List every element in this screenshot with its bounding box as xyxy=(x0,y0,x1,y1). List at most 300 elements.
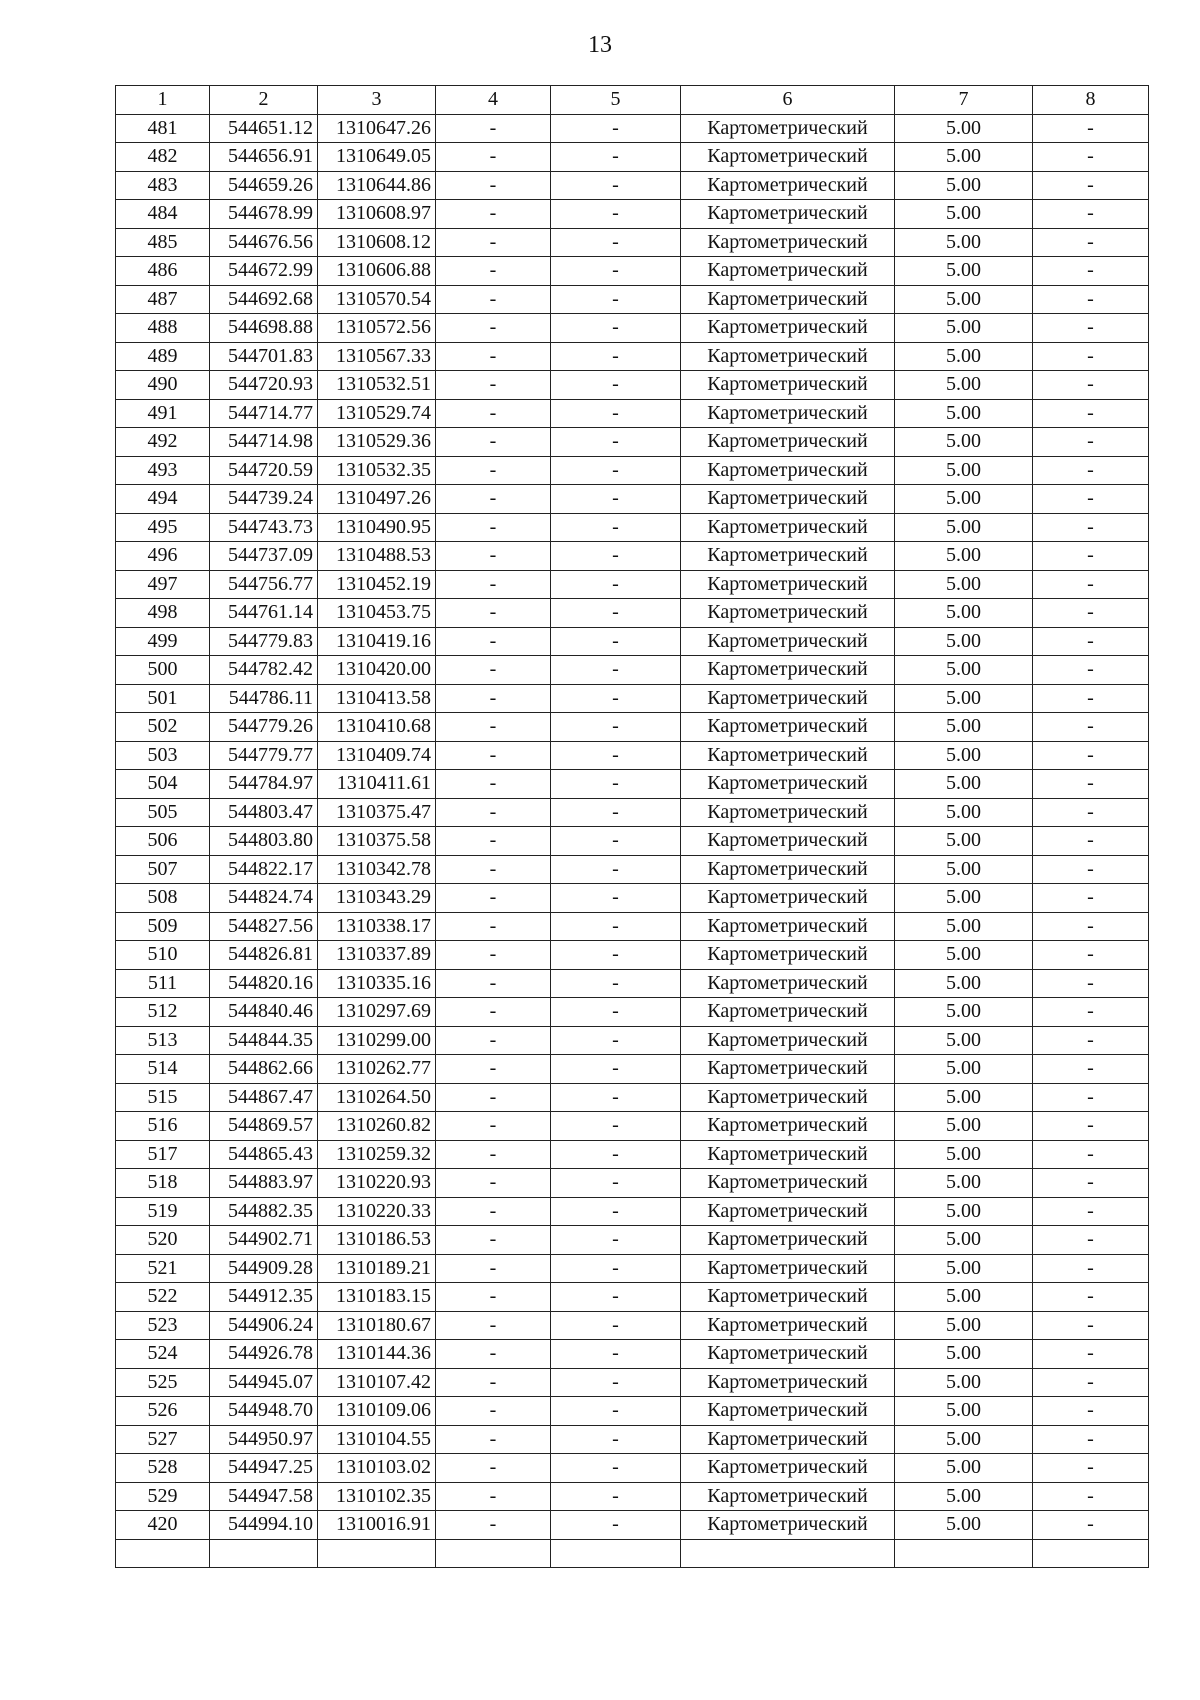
cell-y: 1310299.00 xyxy=(318,1026,436,1055)
cell-method: Картометрический xyxy=(681,884,895,913)
cell-col4: - xyxy=(436,542,551,571)
table-row xyxy=(116,1055,1149,1084)
cell-empty xyxy=(551,1539,681,1568)
table-row xyxy=(116,684,1149,713)
cell-col5: - xyxy=(551,1511,681,1540)
cell-y: 1310262.77 xyxy=(318,1055,436,1084)
cell-col8: - xyxy=(1033,1425,1149,1454)
cell-col8: - xyxy=(1033,912,1149,941)
cell-col8: - xyxy=(1033,1026,1149,1055)
cell-method: Картометрический xyxy=(681,1055,895,1084)
table-row xyxy=(116,114,1149,143)
cell-col5: - xyxy=(551,912,681,941)
cell-col8: - xyxy=(1033,1482,1149,1511)
table-row xyxy=(116,257,1149,286)
cell-col5: - xyxy=(551,342,681,371)
cell-col4: - xyxy=(436,257,551,286)
cell-col4: - xyxy=(436,855,551,884)
cell-point-number: 488 xyxy=(116,314,210,343)
cell-col4: - xyxy=(436,599,551,628)
cell-col5: - xyxy=(551,1368,681,1397)
cell-method: Картометрический xyxy=(681,627,895,656)
cell-x: 544737.09 xyxy=(210,542,318,571)
cell-point-number: 504 xyxy=(116,770,210,799)
cell-col4: - xyxy=(436,1197,551,1226)
cell-x: 544803.47 xyxy=(210,798,318,827)
cell-y: 1310259.32 xyxy=(318,1140,436,1169)
cell-point-number: 508 xyxy=(116,884,210,913)
cell-accuracy: 5.00 xyxy=(895,285,1033,314)
cell-col5: - xyxy=(551,1482,681,1511)
cell-col8: - xyxy=(1033,428,1149,457)
cell-point-number: 519 xyxy=(116,1197,210,1226)
cell-method: Картометрический xyxy=(681,1397,895,1426)
table-row-empty xyxy=(116,1539,1149,1568)
cell-col4: - xyxy=(436,1397,551,1426)
cell-point-number: 484 xyxy=(116,200,210,229)
cell-x: 544948.70 xyxy=(210,1397,318,1426)
cell-accuracy: 5.00 xyxy=(895,485,1033,514)
cell-accuracy: 5.00 xyxy=(895,1112,1033,1141)
table-row xyxy=(116,200,1149,229)
cell-method: Картометрический xyxy=(681,1482,895,1511)
cell-x: 544950.97 xyxy=(210,1425,318,1454)
table-row xyxy=(116,314,1149,343)
cell-y: 1310104.55 xyxy=(318,1425,436,1454)
cell-col4: - xyxy=(436,1055,551,1084)
cell-method: Картометрический xyxy=(681,285,895,314)
cell-col5: - xyxy=(551,114,681,143)
cell-point-number: 503 xyxy=(116,741,210,770)
cell-col4: - xyxy=(436,1340,551,1369)
cell-method: Картометрический xyxy=(681,228,895,257)
cell-col4: - xyxy=(436,912,551,941)
cell-empty xyxy=(116,1539,210,1568)
cell-point-number: 489 xyxy=(116,342,210,371)
cell-col8: - xyxy=(1033,399,1149,428)
cell-method: Картометрический xyxy=(681,1112,895,1141)
cell-accuracy: 5.00 xyxy=(895,1368,1033,1397)
cell-method: Картометрический xyxy=(681,513,895,542)
cell-point-number: 511 xyxy=(116,969,210,998)
cell-point-number: 526 xyxy=(116,1397,210,1426)
cell-y: 1310220.93 xyxy=(318,1169,436,1198)
cell-accuracy: 5.00 xyxy=(895,342,1033,371)
cell-col8: - xyxy=(1033,285,1149,314)
table-row xyxy=(116,485,1149,514)
cell-col8: - xyxy=(1033,627,1149,656)
cell-accuracy: 5.00 xyxy=(895,314,1033,343)
cell-point-number: 521 xyxy=(116,1254,210,1283)
table-row xyxy=(116,912,1149,941)
cell-accuracy: 5.00 xyxy=(895,513,1033,542)
table-row xyxy=(116,1311,1149,1340)
cell-col5: - xyxy=(551,1083,681,1112)
cell-col8: - xyxy=(1033,969,1149,998)
cell-x: 544739.24 xyxy=(210,485,318,514)
cell-col4: - xyxy=(436,1226,551,1255)
table-row xyxy=(116,770,1149,799)
table-row xyxy=(116,855,1149,884)
cell-y: 1310107.42 xyxy=(318,1368,436,1397)
cell-col8: - xyxy=(1033,171,1149,200)
column-header: 1 xyxy=(116,86,210,115)
cell-accuracy: 5.00 xyxy=(895,855,1033,884)
cell-point-number: 518 xyxy=(116,1169,210,1198)
cell-col8: - xyxy=(1033,1197,1149,1226)
cell-col8: - xyxy=(1033,941,1149,970)
table-row xyxy=(116,428,1149,457)
cell-y: 1310220.33 xyxy=(318,1197,436,1226)
cell-point-number: 490 xyxy=(116,371,210,400)
cell-col8: - xyxy=(1033,1254,1149,1283)
cell-x: 544824.74 xyxy=(210,884,318,913)
cell-col8: - xyxy=(1033,1368,1149,1397)
column-header: 2 xyxy=(210,86,318,115)
cell-accuracy: 5.00 xyxy=(895,1026,1033,1055)
cell-col4: - xyxy=(436,228,551,257)
cell-point-number: 483 xyxy=(116,171,210,200)
cell-col4: - xyxy=(436,428,551,457)
cell-x: 544909.28 xyxy=(210,1254,318,1283)
cell-method: Картометрический xyxy=(681,684,895,713)
cell-empty xyxy=(318,1539,436,1568)
cell-empty xyxy=(681,1539,895,1568)
cell-accuracy: 5.00 xyxy=(895,371,1033,400)
table-row xyxy=(116,656,1149,685)
cell-col8: - xyxy=(1033,1226,1149,1255)
table-row xyxy=(116,969,1149,998)
cell-method: Картометрический xyxy=(681,998,895,1027)
cell-empty xyxy=(436,1539,551,1568)
cell-method: Картометрический xyxy=(681,1226,895,1255)
cell-col4: - xyxy=(436,1425,551,1454)
cell-method: Картометрический xyxy=(681,741,895,770)
table-row xyxy=(116,1254,1149,1283)
cell-method: Картометрический xyxy=(681,855,895,884)
cell-x: 544906.24 xyxy=(210,1311,318,1340)
cell-point-number: 486 xyxy=(116,257,210,286)
cell-col5: - xyxy=(551,684,681,713)
cell-empty xyxy=(895,1539,1033,1568)
cell-x: 544720.93 xyxy=(210,371,318,400)
cell-y: 1310420.00 xyxy=(318,656,436,685)
cell-col5: - xyxy=(551,656,681,685)
cell-point-number: 492 xyxy=(116,428,210,457)
table-row xyxy=(116,342,1149,371)
cell-point-number: 509 xyxy=(116,912,210,941)
cell-y: 1310488.53 xyxy=(318,542,436,571)
cell-col4: - xyxy=(436,143,551,172)
cell-x: 544926.78 xyxy=(210,1340,318,1369)
cell-x: 544865.43 xyxy=(210,1140,318,1169)
cell-accuracy: 5.00 xyxy=(895,998,1033,1027)
cell-x: 544869.57 xyxy=(210,1112,318,1141)
table-row xyxy=(116,713,1149,742)
cell-col8: - xyxy=(1033,599,1149,628)
cell-accuracy: 5.00 xyxy=(895,1482,1033,1511)
cell-col5: - xyxy=(551,941,681,970)
cell-accuracy: 5.00 xyxy=(895,1283,1033,1312)
cell-accuracy: 5.00 xyxy=(895,200,1033,229)
cell-y: 1310337.89 xyxy=(318,941,436,970)
cell-y: 1310016.91 xyxy=(318,1511,436,1540)
cell-col5: - xyxy=(551,1197,681,1226)
cell-y: 1310570.54 xyxy=(318,285,436,314)
cell-accuracy: 5.00 xyxy=(895,1254,1033,1283)
cell-y: 1310342.78 xyxy=(318,855,436,884)
cell-method: Картометрический xyxy=(681,827,895,856)
cell-col4: - xyxy=(436,684,551,713)
table-row xyxy=(116,1368,1149,1397)
cell-col8: - xyxy=(1033,1140,1149,1169)
cell-accuracy: 5.00 xyxy=(895,1397,1033,1426)
cell-accuracy: 5.00 xyxy=(895,656,1033,685)
cell-col5: - xyxy=(551,1169,681,1198)
cell-col5: - xyxy=(551,1397,681,1426)
cell-point-number: 502 xyxy=(116,713,210,742)
cell-accuracy: 5.00 xyxy=(895,1511,1033,1540)
cell-col4: - xyxy=(436,941,551,970)
cell-point-number: 499 xyxy=(116,627,210,656)
table-row xyxy=(116,1340,1149,1369)
table-row xyxy=(116,941,1149,970)
cell-point-number: 420 xyxy=(116,1511,210,1540)
cell-col8: - xyxy=(1033,570,1149,599)
cell-accuracy: 5.00 xyxy=(895,770,1033,799)
column-header: 6 xyxy=(681,86,895,115)
cell-y: 1310608.97 xyxy=(318,200,436,229)
table-row xyxy=(116,143,1149,172)
cell-method: Картометрический xyxy=(681,143,895,172)
cell-point-number: 507 xyxy=(116,855,210,884)
cell-y: 1310532.35 xyxy=(318,456,436,485)
cell-accuracy: 5.00 xyxy=(895,1425,1033,1454)
table-row xyxy=(116,998,1149,1027)
cell-x: 544720.59 xyxy=(210,456,318,485)
cell-col8: - xyxy=(1033,1340,1149,1369)
cell-y: 1310413.58 xyxy=(318,684,436,713)
cell-accuracy: 5.00 xyxy=(895,713,1033,742)
cell-x: 544947.58 xyxy=(210,1482,318,1511)
cell-point-number: 527 xyxy=(116,1425,210,1454)
cell-col4: - xyxy=(436,656,551,685)
cell-col5: - xyxy=(551,770,681,799)
cell-point-number: 482 xyxy=(116,143,210,172)
cell-accuracy: 5.00 xyxy=(895,1169,1033,1198)
cell-col5: - xyxy=(551,1226,681,1255)
cell-col8: - xyxy=(1033,485,1149,514)
cell-col8: - xyxy=(1033,656,1149,685)
cell-x: 544826.81 xyxy=(210,941,318,970)
cell-y: 1310649.05 xyxy=(318,143,436,172)
page-number: 13 xyxy=(588,32,612,58)
cell-accuracy: 5.00 xyxy=(895,257,1033,286)
cell-method: Картометрический xyxy=(681,1368,895,1397)
cell-accuracy: 5.00 xyxy=(895,1311,1033,1340)
cell-col5: - xyxy=(551,285,681,314)
cell-method: Картометрический xyxy=(681,428,895,457)
cell-accuracy: 5.00 xyxy=(895,1197,1033,1226)
cell-x: 544714.77 xyxy=(210,399,318,428)
cell-col4: - xyxy=(436,342,551,371)
cell-method: Картометрический xyxy=(681,1254,895,1283)
cell-y: 1310606.88 xyxy=(318,257,436,286)
cell-y: 1310375.58 xyxy=(318,827,436,856)
cell-point-number: 497 xyxy=(116,570,210,599)
cell-col8: - xyxy=(1033,200,1149,229)
cell-col8: - xyxy=(1033,314,1149,343)
cell-col5: - xyxy=(551,542,681,571)
cell-col4: - xyxy=(436,1454,551,1483)
cell-x: 544761.14 xyxy=(210,599,318,628)
cell-col5: - xyxy=(551,969,681,998)
cell-col8: - xyxy=(1033,143,1149,172)
cell-point-number: 513 xyxy=(116,1026,210,1055)
cell-col8: - xyxy=(1033,770,1149,799)
table-row xyxy=(116,1482,1149,1511)
cell-col5: - xyxy=(551,513,681,542)
cell-method: Картометрический xyxy=(681,713,895,742)
table-row xyxy=(116,456,1149,485)
table-row xyxy=(116,1425,1149,1454)
table-row xyxy=(116,599,1149,628)
cell-x: 544786.11 xyxy=(210,684,318,713)
cell-col4: - xyxy=(436,1254,551,1283)
cell-y: 1310419.16 xyxy=(318,627,436,656)
cell-col4: - xyxy=(436,1083,551,1112)
cell-col4: - xyxy=(436,741,551,770)
cell-accuracy: 5.00 xyxy=(895,1083,1033,1112)
cell-col4: - xyxy=(436,171,551,200)
cell-method: Картометрический xyxy=(681,485,895,514)
cell-col5: - xyxy=(551,143,681,172)
cell-col4: - xyxy=(436,798,551,827)
cell-col8: - xyxy=(1033,998,1149,1027)
cell-col8: - xyxy=(1033,1311,1149,1340)
cell-x: 544779.83 xyxy=(210,627,318,656)
cell-col5: - xyxy=(551,998,681,1027)
cell-accuracy: 5.00 xyxy=(895,171,1033,200)
cell-col5: - xyxy=(551,456,681,485)
table-row xyxy=(116,542,1149,571)
cell-method: Картометрический xyxy=(681,1083,895,1112)
cell-col8: - xyxy=(1033,827,1149,856)
cell-point-number: 524 xyxy=(116,1340,210,1369)
cell-point-number: 487 xyxy=(116,285,210,314)
cell-y: 1310529.74 xyxy=(318,399,436,428)
table-row xyxy=(116,627,1149,656)
table-row xyxy=(116,285,1149,314)
cell-point-number: 485 xyxy=(116,228,210,257)
cell-method: Картометрический xyxy=(681,656,895,685)
cell-point-number: 501 xyxy=(116,684,210,713)
cell-col5: - xyxy=(551,399,681,428)
cell-col5: - xyxy=(551,1454,681,1483)
table-row xyxy=(116,1197,1149,1226)
table-row xyxy=(116,1083,1149,1112)
cell-x: 544902.71 xyxy=(210,1226,318,1255)
table-row xyxy=(116,513,1149,542)
cell-col4: - xyxy=(436,1169,551,1198)
table-row xyxy=(116,1169,1149,1198)
cell-col8: - xyxy=(1033,798,1149,827)
cell-x: 544784.97 xyxy=(210,770,318,799)
cell-method: Картометрический xyxy=(681,570,895,599)
cell-x: 544882.35 xyxy=(210,1197,318,1226)
table-row xyxy=(116,1226,1149,1255)
column-header: 5 xyxy=(551,86,681,115)
cell-x: 544782.42 xyxy=(210,656,318,685)
cell-method: Картометрический xyxy=(681,969,895,998)
cell-col8: - xyxy=(1033,1169,1149,1198)
cell-col4: - xyxy=(436,1482,551,1511)
cell-empty xyxy=(210,1539,318,1568)
cell-method: Картометрический xyxy=(681,1511,895,1540)
cell-method: Картометрический xyxy=(681,257,895,286)
cell-col4: - xyxy=(436,1112,551,1141)
cell-col5: - xyxy=(551,1112,681,1141)
cell-col4: - xyxy=(436,969,551,998)
cell-point-number: 516 xyxy=(116,1112,210,1141)
cell-col8: - xyxy=(1033,1511,1149,1540)
cell-y: 1310189.21 xyxy=(318,1254,436,1283)
cell-col4: - xyxy=(436,713,551,742)
cell-col4: - xyxy=(436,114,551,143)
cell-x: 544678.99 xyxy=(210,200,318,229)
cell-col5: - xyxy=(551,428,681,457)
cell-method: Картометрический xyxy=(681,171,895,200)
cell-point-number: 515 xyxy=(116,1083,210,1112)
cell-x: 544656.91 xyxy=(210,143,318,172)
cell-col8: - xyxy=(1033,713,1149,742)
cell-method: Картометрический xyxy=(681,200,895,229)
cell-y: 1310644.86 xyxy=(318,171,436,200)
cell-x: 544659.26 xyxy=(210,171,318,200)
cell-col8: - xyxy=(1033,1055,1149,1084)
table-row xyxy=(116,741,1149,770)
table-row xyxy=(116,1112,1149,1141)
cell-x: 544692.68 xyxy=(210,285,318,314)
cell-point-number: 491 xyxy=(116,399,210,428)
cell-y: 1310453.75 xyxy=(318,599,436,628)
cell-col4: - xyxy=(436,998,551,1027)
cell-method: Картометрический xyxy=(681,342,895,371)
cell-point-number: 514 xyxy=(116,1055,210,1084)
cell-col5: - xyxy=(551,1283,681,1312)
cell-method: Картометрический xyxy=(681,114,895,143)
table-row xyxy=(116,570,1149,599)
cell-accuracy: 5.00 xyxy=(895,912,1033,941)
cell-point-number: 506 xyxy=(116,827,210,856)
cell-col5: - xyxy=(551,827,681,856)
cell-col8: - xyxy=(1033,855,1149,884)
table-row xyxy=(116,1283,1149,1312)
cell-accuracy: 5.00 xyxy=(895,798,1033,827)
cell-y: 1310452.19 xyxy=(318,570,436,599)
table-row xyxy=(116,1511,1149,1540)
cell-point-number: 500 xyxy=(116,656,210,685)
cell-point-number: 481 xyxy=(116,114,210,143)
cell-x: 544672.99 xyxy=(210,257,318,286)
cell-y: 1310567.33 xyxy=(318,342,436,371)
cell-method: Картометрический xyxy=(681,798,895,827)
cell-accuracy: 5.00 xyxy=(895,542,1033,571)
cell-x: 544779.26 xyxy=(210,713,318,742)
cell-y: 1310532.51 xyxy=(318,371,436,400)
cell-accuracy: 5.00 xyxy=(895,684,1033,713)
cell-col8: - xyxy=(1033,684,1149,713)
